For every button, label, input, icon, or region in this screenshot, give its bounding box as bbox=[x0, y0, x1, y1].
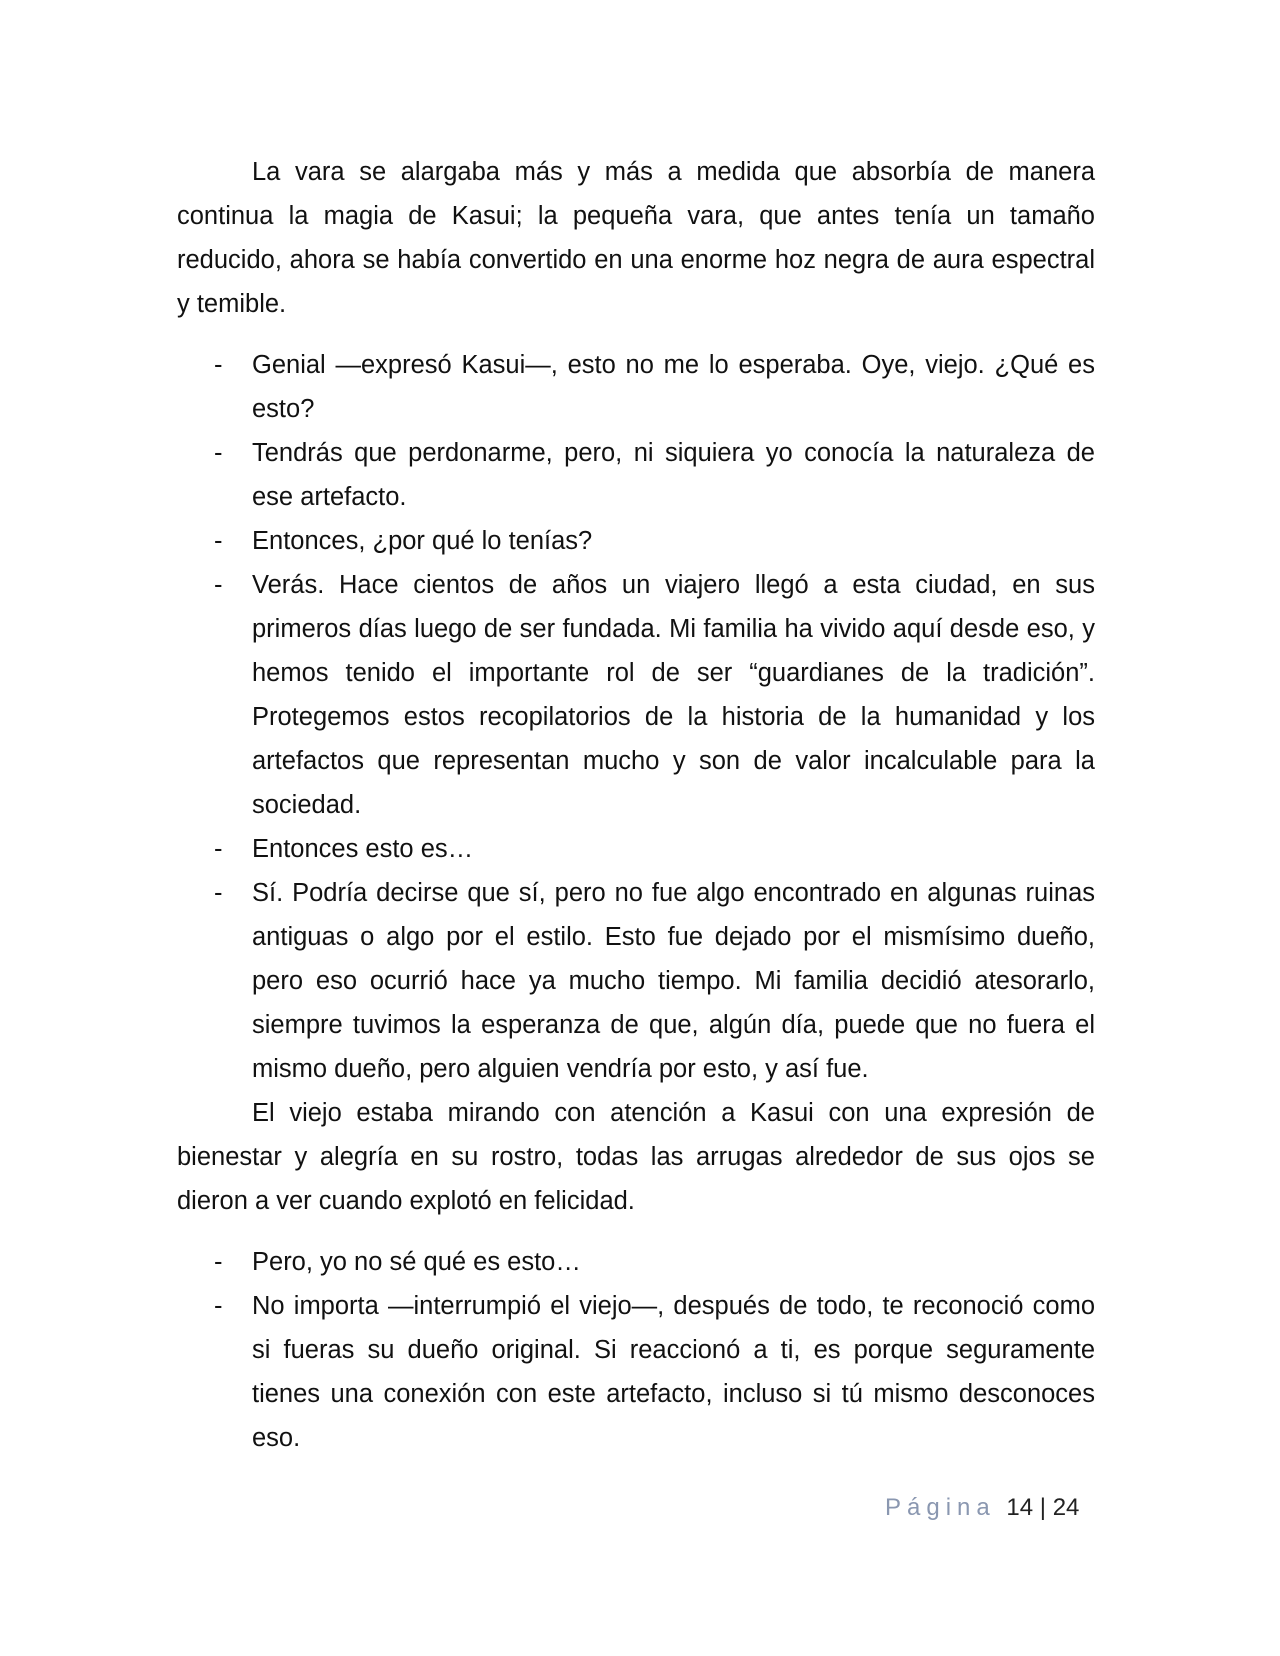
dialogue-line bbox=[177, 563, 1095, 827]
dialogue-line bbox=[177, 1284, 1095, 1460]
page-footer bbox=[885, 1494, 1079, 1522]
dialogue-line bbox=[177, 871, 1095, 1091]
narrative-paragraph: El viejo estaba mirando con atención a Kasui con una expresión de bienestar y alegría en su rostro, todas las arrugas alrededor de sus ojos se dieron a ver cuando explotó en felicidad. bbox=[177, 1099, 1095, 1215]
dialogue-text: Entonces esto es… bbox=[252, 835, 474, 863]
dash: - bbox=[214, 439, 223, 467]
dialogue-text: Sí. Podría decirse que sí, pero no fue algo encontrado en algunas ruinas antiguas o algo por el estilo. Esto fue dejado por el mismísimo dueño, pero eso ocurrió hace ya mucho tiempo. Mi familia decidió atesorarlo, siempre tuvimos la esperanza de que, algún día, puede que no fuera el mismo dueño, pero alguien vendría por esto, y así fue. bbox=[252, 879, 1095, 1083]
dialogue-text: Genial —expresó Kasui—, esto no me lo esperaba. Oye, viejo. ¿Qué es esto? bbox=[252, 351, 1095, 423]
dialogue-line bbox=[177, 431, 1095, 519]
dialogue-list bbox=[177, 1240, 1095, 1460]
dialogue-line bbox=[177, 1240, 1095, 1284]
dialogue-text: Verás. Hace cientos de años un viajero llegó a esta ciudad, en sus primeros días luego de ser fundada. Mi familia ha vivido aquí desde eso, y hemos tenido el importante rol de ser “guardianes de la tradición”. Protegemos estos recopilatorios de la historia de la humanidad y los artefactos que representan mucho y son de valor incalculable para la sociedad. bbox=[252, 571, 1095, 819]
dash: - bbox=[214, 1248, 223, 1276]
page-separator: | bbox=[1039, 1494, 1047, 1521]
dash: - bbox=[214, 1292, 223, 1320]
dialogue-text: Entonces, ¿por qué lo tenías? bbox=[252, 527, 593, 555]
dash: - bbox=[214, 571, 223, 599]
page-total: 24 bbox=[1052, 1494, 1080, 1521]
page-label: Página bbox=[885, 1494, 996, 1521]
dialogue-line bbox=[177, 827, 1095, 871]
dash: - bbox=[214, 879, 223, 907]
page-body bbox=[177, 150, 1095, 1460]
dialogue-line bbox=[177, 519, 1095, 563]
dialogue-text: Pero, yo no sé qué es esto… bbox=[252, 1248, 581, 1276]
dash: - bbox=[214, 527, 223, 555]
dialogue-text: No importa —interrumpió el viejo—, después de todo, te reconoció como si fueras su dueño original. Si reaccionó a ti, es porque seguramente tienes una conexión con este artefacto, incluso si tú mismo desconoces eso. bbox=[252, 1292, 1095, 1452]
dialogue-line bbox=[177, 343, 1095, 431]
dash: - bbox=[214, 835, 223, 863]
page-number: 14 bbox=[1006, 1494, 1034, 1521]
dialogue-text: Tendrás que perdonarme, pero, ni siquiera yo conocía la naturaleza de ese artefacto. bbox=[252, 439, 1095, 511]
dash: - bbox=[214, 351, 223, 379]
narrative-paragraph: La vara se alargaba más y más a medida que absorbía de manera continua la magia de Kasui; la pequeña vara, que antes tenía un tamaño reducido, ahora se había convertido en una enorme hoz negra de aura espectral y temible. bbox=[177, 158, 1095, 318]
dialogue-list bbox=[177, 343, 1095, 1091]
